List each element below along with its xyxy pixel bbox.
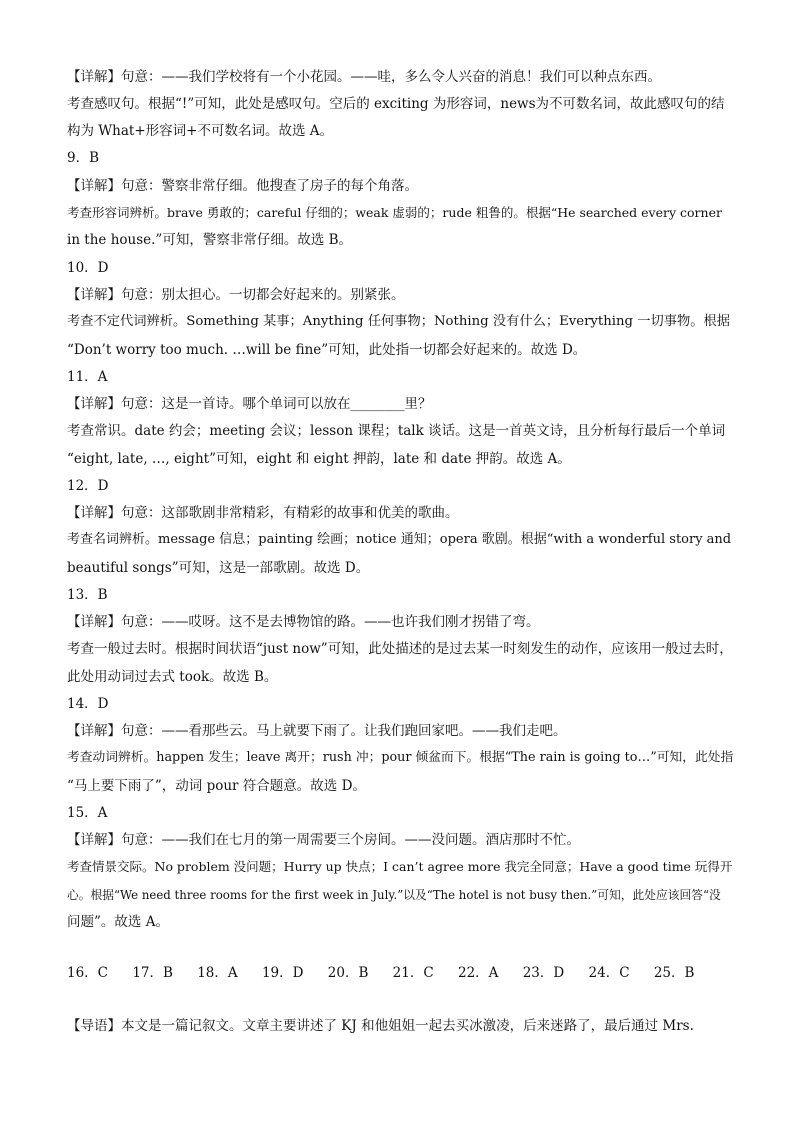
answer-key-row — [67, 963, 714, 983]
explanation-line: “Don’t worry too much. …will be fine”可知，此处指一切都会好起来的。故选 D。 — [67, 342, 587, 358]
explanation-line: 此处用动词过去式 took。故选 B。 — [67, 669, 278, 685]
explanation-line: 【详解】句意：——哎呀。这不是去博物馆的路。——也许我们刚才拐错了弯。 — [67, 614, 540, 630]
answer-number: 13．B — [67, 587, 108, 603]
answer-item: 17．B — [132, 965, 173, 981]
explanation-line: 考查常识。date 约会；meeting 会议；lesson 课程；talk 谈话。这是一首英文诗，且分析每行最后一个单词 — [67, 423, 726, 439]
answer-number: 11．A — [67, 369, 108, 385]
answer-item: 25．B — [653, 965, 695, 981]
answer-number: 15．A — [67, 805, 108, 821]
explanation-line: beautiful songs”可知，这是一部歌剧。故选 D。 — [67, 560, 370, 576]
explanation-line: 【详解】句意：——我们学校将有一个小花园。——哇，多么令人兴奋的消息！我们可以种点东西。 — [67, 69, 661, 85]
explanation-line: 考查一般过去时。根据时间状语“just now”可知，此处描述的是过去某一时刻发生的动作，应该用一般过去时， — [67, 641, 733, 657]
explanation-line: 考查名词辨析。message 信息；painting 绘画；notice 通知；opera 歌剧。根据“with a wonderful story and — [67, 532, 732, 547]
explanation-line: 【详解】句意：这是一首诗。哪个单词可以放在________里？ — [67, 396, 432, 412]
explanation-line: 考查感叹句。根据“!”可知，此处是感叹句。空后的 exciting 为形容词，news为不可数名词，故此感叹句的结 — [67, 96, 725, 112]
answer-item: 18．A — [197, 965, 238, 981]
answer-number: 14．D — [67, 696, 109, 712]
answer-number: 12．D — [67, 478, 109, 494]
explanation-line: 【详解】句意：这部歌剧非常精彩，有精彩的故事和优美的歌曲。 — [67, 505, 459, 521]
answer-item: 21．C — [392, 965, 434, 981]
explanation-line: in the house.”可知，警察非常仔细。故选 B。 — [67, 232, 353, 248]
answer-item: 22．A — [457, 965, 499, 981]
explanation-line: 【详解】句意：别太担心。一切都会好起来的。别紧张。 — [67, 287, 405, 303]
explanation-line: 构为 What+形容词+不可数名词。故选 A。 — [67, 123, 333, 139]
explanation-line: 考查情景交际。No problem 没问题；Hurry up 快点；I can’t agree more 我完全同意；Have a good time 玩得开 — [67, 859, 733, 874]
answer-item: 16．C — [67, 965, 109, 981]
explanation-line: 考查不定代词辨析。Something 某事；Anything 任何事物；Nothing 没有什么；Everything 一切事物。根据 — [67, 314, 730, 329]
explanation-line: “eight, late, …, eight”可知，eight 和 eight 押韵，late 和 date 押韵。故选 A。 — [67, 451, 571, 467]
answer-item: 24．C — [588, 965, 630, 981]
answer-item: 23．D — [522, 965, 565, 981]
explanation-line: 考查形容词辨析。brave 勇敢的；careful 仔细的；weak 虚弱的；rude 粗鲁的。根据“He searched every corner — [67, 205, 722, 220]
explanation-line: 问题”。故选 A。 — [67, 914, 169, 930]
explanation-line: 【详解】句意：——我们在七月的第一周需要三个房间。——没问题。酒店那时不忙。 — [67, 832, 580, 848]
answer-item: 20．B — [327, 965, 369, 981]
explanation-line: 【详解】句意：——看那些云。马上就要下雨了。让我们跑回家吧。——我们走吧。 — [67, 723, 567, 739]
explanation-line: “马上要下雨了”，动词 pour 符合题意。故选 D。 — [67, 778, 366, 794]
answer-number: 10．D — [67, 260, 109, 276]
answer-number: 9．B — [67, 150, 100, 166]
explanation-line: 考查动词辨析。happen 发生；leave 离开；rush 冲；pour 倾盆而下。根据“The rain is going to…”可知，此处指 — [67, 750, 734, 765]
guide-paragraph: 【导语】本文是一篇记叙文。文章主要讲述了 KJ 和他姐姐一起去买冰激凌，后来迷路了，最后通过 Mrs. — [67, 1018, 694, 1034]
explanation-line: 【详解】句意：警察非常仔细。他搜查了房子的每个角落。 — [67, 178, 418, 194]
answer-item: 19．D — [261, 965, 304, 981]
explanation-line: 心。根据“We need three rooms for the first week in July.”以及“The hotel is not busy then.”可知，此处应该回答“没 — [67, 888, 721, 902]
